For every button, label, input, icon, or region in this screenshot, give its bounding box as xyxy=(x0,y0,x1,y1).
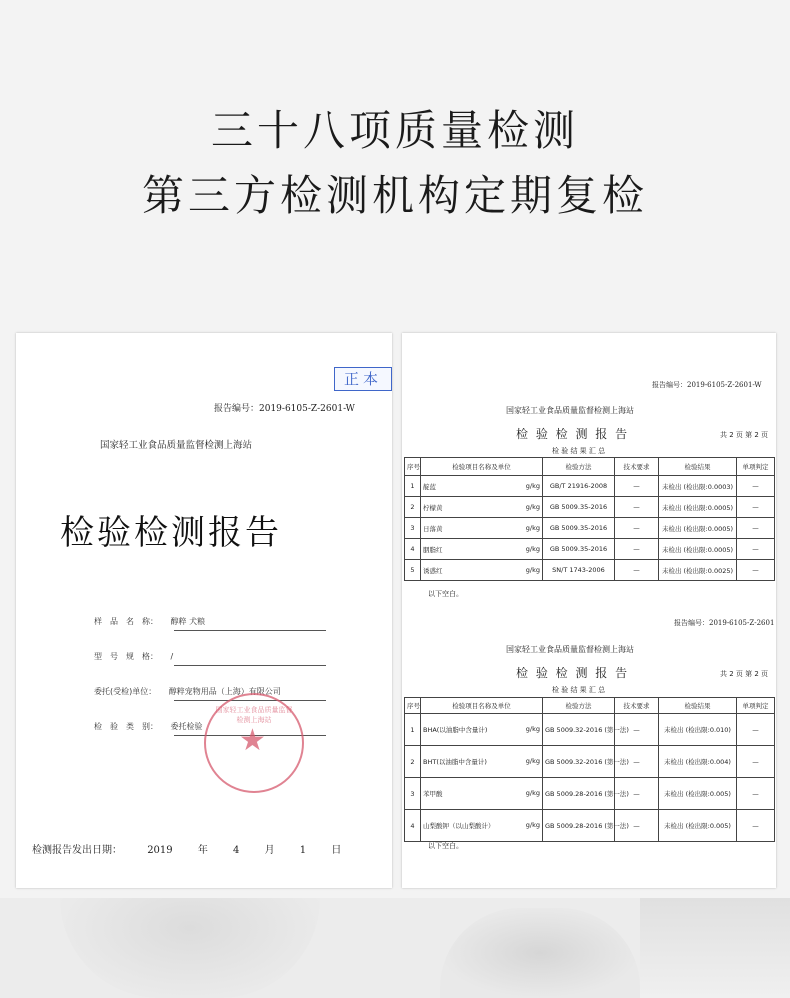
org-name: 国家轻工业食品质量监督检测上海站 xyxy=(506,406,634,415)
text-cell: 苯甲酸 xyxy=(423,790,443,798)
text-cell: 1 xyxy=(405,476,421,497)
text-cell: 靛蓝 xyxy=(423,482,436,491)
text-cell: g/kg xyxy=(525,821,540,829)
field-label: 检 验 类 别： xyxy=(94,722,158,731)
text-cell: GB 5009.35-2016 xyxy=(543,518,615,539)
text-cell: GB 5009.35-2016 xyxy=(543,539,615,560)
field-label: 委托(受检)单位： xyxy=(94,687,157,696)
text-cell: 山梨酸钾（以山梨酸计） xyxy=(423,822,495,830)
text-cell: — xyxy=(737,497,775,518)
text-cell: 未检出 (检出限:0.005) xyxy=(659,778,737,810)
table-row xyxy=(405,778,775,810)
table-row xyxy=(405,539,775,560)
report-title: 检验检测报告 xyxy=(60,513,282,553)
text-cell: GB 5009.28-2016 (第一法) xyxy=(543,778,615,810)
table-row xyxy=(405,746,775,778)
table-header: 技术要求 xyxy=(615,698,659,714)
text-cell: GB 5009.28-2016 (第一法) xyxy=(543,810,615,842)
issue-day: 1 xyxy=(299,845,307,856)
issue-date-label: 检测报告发出日期： xyxy=(32,845,122,856)
table-footer: 以下空白。 xyxy=(428,842,463,850)
report-result-pages xyxy=(402,333,776,888)
report-number: 报告编号：2019-6105-Z-2601-W xyxy=(652,381,762,389)
text-cell: — xyxy=(615,810,659,842)
text-cell: GB 5009.32-2016 (第一法) xyxy=(543,746,615,778)
text-cell: g/kg xyxy=(525,544,540,553)
text-cell: g/kg xyxy=(525,725,540,733)
table-header: 检验项目名称及单位 xyxy=(421,698,543,714)
text-cell: — xyxy=(737,778,775,810)
page-title: 检 验 检 测 报 告 xyxy=(516,427,630,441)
text-cell: SN/T 1743-2006 xyxy=(543,560,615,581)
text-cell: — xyxy=(615,497,659,518)
field-value: / xyxy=(170,652,174,661)
table-row xyxy=(405,476,775,497)
text-cell: 未检出 (检出限:0.005) xyxy=(659,810,737,842)
field-value: 醇粹 犬粮 xyxy=(170,617,206,626)
official-seal: 国家轻工业食品质量监督检测上海站 ★ xyxy=(204,693,304,793)
table-row xyxy=(405,560,775,581)
issue-year: 2019 xyxy=(147,845,173,856)
field-label: 型 号 规 格： xyxy=(94,652,158,661)
text-cell: 4 xyxy=(405,539,421,560)
text-cell: — xyxy=(615,746,659,778)
text-cell: BHA(以油脂中含量计) xyxy=(423,726,488,734)
text-cell: BHT(以油脂中含量计) xyxy=(423,758,487,766)
field-model xyxy=(94,651,173,662)
text-cell: 未检出 (检出限:0.0005) xyxy=(659,539,737,560)
text-cell: — xyxy=(737,714,775,746)
text-cell: — xyxy=(615,560,659,581)
headline-line1: 三十八项质量检测 xyxy=(210,106,579,155)
text-cell: 2 xyxy=(405,497,421,518)
text-cell: — xyxy=(615,518,659,539)
table-header: 单项判定 xyxy=(737,698,775,714)
text-cell: g/kg xyxy=(525,565,540,574)
text-cell: g/kg xyxy=(525,789,540,797)
text-cell: — xyxy=(615,714,659,746)
table-footer: 以下空白。 xyxy=(428,590,463,598)
report-number: 报告编号：2019-6105-Z-2601-W xyxy=(214,404,355,414)
text-cell: 日落黄 xyxy=(423,524,443,533)
table-header: 检验方法 xyxy=(543,458,615,476)
text-cell: 日 xyxy=(331,845,342,856)
text-cell: g/kg xyxy=(525,502,540,511)
table-header: 检验结果 xyxy=(659,458,737,476)
issue-date-row xyxy=(32,841,341,856)
text-cell: 未检出 (检出限:0.0005) xyxy=(659,518,737,539)
text-cell: 年 xyxy=(197,845,208,856)
results-table-1 xyxy=(404,457,775,581)
text-cell: g/kg xyxy=(525,481,540,490)
text-cell: GB 5009.32-2016 (第一法) xyxy=(543,714,615,746)
page-title: 检 验 检 测 报 告 xyxy=(516,666,630,680)
table-row xyxy=(405,810,775,842)
table-header: 检验结果 xyxy=(659,698,737,714)
text-cell: — xyxy=(615,476,659,497)
text-cell: — xyxy=(737,518,775,539)
text-cell: — xyxy=(737,746,775,778)
org-name: 国家轻工业食品质量监督检测上海站 xyxy=(506,645,634,654)
text-cell: 柠檬黄 xyxy=(423,503,443,512)
headline-line2: 第三方检测机构定期复检 xyxy=(141,171,648,220)
text-cell: — xyxy=(737,539,775,560)
report-number: 报告编号：2019-6105-Z-2601 xyxy=(674,619,775,627)
text-cell: 5 xyxy=(405,560,421,581)
text-cell: — xyxy=(737,810,775,842)
field-sample-name xyxy=(94,616,205,627)
original-stamp: 正本 xyxy=(334,367,392,391)
table-header: 单项判定 xyxy=(737,458,775,476)
text-cell: 3 xyxy=(405,518,421,539)
text-cell: 未检出 (检出限:0.010) xyxy=(659,714,737,746)
page-count: 共 2 页 第 2 页 xyxy=(720,431,769,439)
text-cell: 未检出 (检出限:0.0025) xyxy=(659,560,737,581)
results-table-2 xyxy=(404,697,775,842)
table-row xyxy=(405,714,775,746)
field-value: 醇粹宠物用品（上海）有限公司 xyxy=(168,687,281,696)
text-cell: — xyxy=(615,539,659,560)
text-cell: 未检出 (检出限:0.0003) xyxy=(659,476,737,497)
text-cell: — xyxy=(737,476,775,497)
summary-title: 检 验 结 果 汇 总 xyxy=(552,686,606,694)
table-header: 序号 xyxy=(405,698,421,714)
lab-background-image xyxy=(0,898,790,998)
table-row xyxy=(405,518,775,539)
table-header: 技术要求 xyxy=(615,458,659,476)
table-header: 序号 xyxy=(405,458,421,476)
text-cell: 胭脂红 xyxy=(423,545,443,554)
summary-title: 检 验 结 果 汇 总 xyxy=(552,447,606,455)
text-cell: — xyxy=(737,560,775,581)
text-cell: 诱惑红 xyxy=(423,566,443,575)
text-cell: 3 xyxy=(405,778,421,810)
text-cell: 未检出 (检出限:0.0005) xyxy=(659,497,737,518)
field-test-type xyxy=(94,721,203,732)
table-header: 检验方法 xyxy=(543,698,615,714)
table-header: 检验项目名称及单位 xyxy=(421,458,543,476)
text-cell: 月 xyxy=(264,845,275,856)
text-cell: g/kg xyxy=(525,523,540,532)
text-cell: GB 5009.35-2016 xyxy=(543,497,615,518)
text-cell: 1 xyxy=(405,714,421,746)
report-cover-page xyxy=(16,333,392,888)
text-cell: 4 xyxy=(405,810,421,842)
text-cell: — xyxy=(615,778,659,810)
issue-month: 4 xyxy=(233,845,240,856)
field-value: 委托检验 xyxy=(170,722,203,731)
table-row xyxy=(405,497,775,518)
text-cell: 未检出 (检出限:0.004) xyxy=(659,746,737,778)
text-cell: g/kg xyxy=(525,757,540,765)
field-label: 样 品 名 称： xyxy=(94,617,158,626)
text-cell: 2 xyxy=(405,746,421,778)
page-count: 共 2 页 第 2 页 xyxy=(720,670,769,678)
text-cell: GB/T 21916-2008 xyxy=(543,476,615,497)
org-name: 国家轻工业食品质量监督检测上海站 xyxy=(100,440,253,451)
